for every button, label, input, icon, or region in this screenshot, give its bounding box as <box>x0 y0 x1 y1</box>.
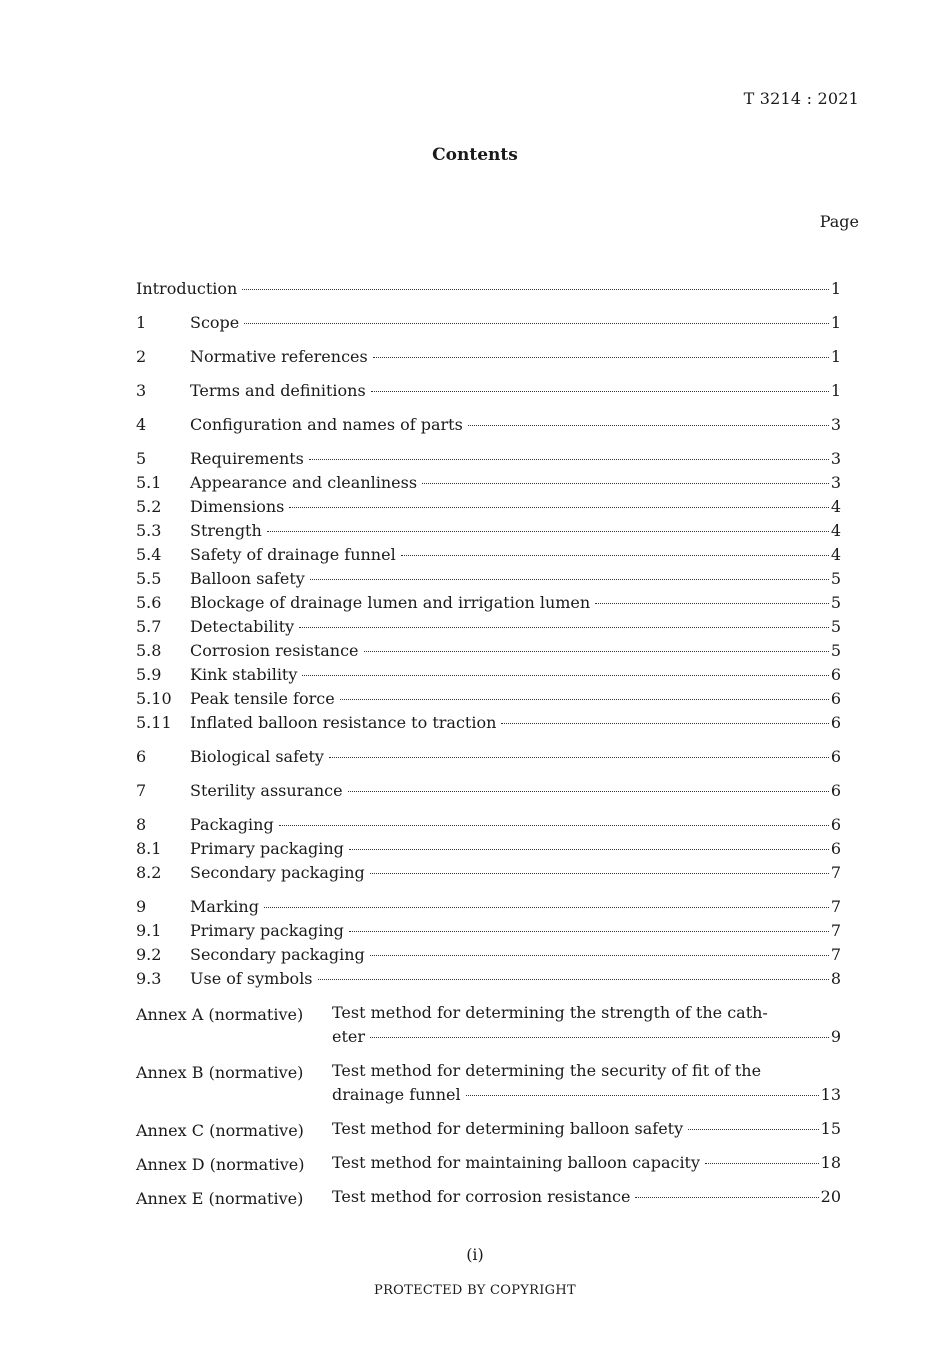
toc-group <box>136 815 841 887</box>
toc-entry-title: Introduction <box>136 279 238 298</box>
toc-entry[interactable] <box>136 641 841 665</box>
toc-group <box>136 381 841 405</box>
toc-entry-number: 9.3 <box>136 969 162 988</box>
toc-entry-page: 1 <box>830 381 841 400</box>
toc-entry-title: Secondary packaging <box>190 945 365 964</box>
dot-leader <box>244 322 829 324</box>
dot-leader <box>340 698 829 700</box>
annex-entry[interactable] <box>136 1153 841 1177</box>
toc-entry-page: 1 <box>830 347 841 366</box>
dot-leader <box>348 790 829 792</box>
annex-title: Test method for determining balloon safety <box>332 1119 684 1138</box>
toc-entry-title: Biological safety <box>190 747 324 766</box>
toc-entry-number: 5.4 <box>136 545 162 564</box>
dot-leader <box>264 906 829 908</box>
toc-entry-title: Scope <box>190 313 240 332</box>
toc-entry[interactable] <box>136 689 841 713</box>
toc-entry-title: Strength <box>190 521 262 540</box>
dot-leader <box>289 506 828 508</box>
annex-label: Annex B (normative) <box>136 1063 304 1082</box>
toc-entry-page: 6 <box>830 713 841 732</box>
toc-entry-number: 5.5 <box>136 569 162 588</box>
toc-entry[interactable] <box>136 863 841 887</box>
annex-title: Test method for corrosion resistance <box>332 1187 631 1206</box>
toc-entry-title: Secondary packaging <box>190 863 365 882</box>
copyright-notice: PROTECTED BY COPYRIGHT <box>374 1283 576 1298</box>
annex-title-line: Test method for determining the security of fit of the <box>332 1061 762 1080</box>
toc-entry-title: Terms and definitions <box>190 381 366 400</box>
dot-leader <box>422 482 829 484</box>
toc-group <box>136 897 841 993</box>
annex-entry[interactable] <box>136 1061 841 1109</box>
toc-entry-page: 3 <box>830 415 841 434</box>
toc-entry[interactable] <box>136 747 841 771</box>
toc-group <box>136 781 841 805</box>
toc-entry-number: 1 <box>136 313 147 332</box>
toc-entry[interactable] <box>136 665 841 689</box>
annex-title: eter <box>332 1027 366 1046</box>
dot-leader <box>370 1036 829 1038</box>
toc-entry-number: 5.11 <box>136 713 172 732</box>
page-title: Contents <box>432 145 518 165</box>
standard-number: T 3214 : 2021 <box>743 89 859 108</box>
annex-entry[interactable] <box>136 1187 841 1211</box>
toc-entry-number: 5.6 <box>136 593 162 612</box>
toc-entry-number: 4 <box>136 415 147 434</box>
dot-leader <box>595 602 829 604</box>
toc-entry-number: 8 <box>136 815 147 834</box>
toc-group <box>136 747 841 771</box>
dot-leader <box>279 824 829 826</box>
toc-entry-title: Requirements <box>190 449 304 468</box>
annex-label: Annex C (normative) <box>136 1121 304 1140</box>
annex-title: drainage funnel <box>332 1085 461 1104</box>
dot-leader <box>349 930 829 932</box>
toc-entry[interactable] <box>136 279 841 303</box>
toc-entry-title: Packaging <box>190 815 274 834</box>
toc-entry-title: Safety of drainage funnel <box>190 545 396 564</box>
toc-entry[interactable] <box>136 497 841 521</box>
page-column-label: Page <box>819 212 859 231</box>
toc-entry[interactable] <box>136 381 841 405</box>
toc-entry-page: 4 <box>830 521 841 540</box>
toc-entry[interactable] <box>136 617 841 641</box>
toc-entry-page: 4 <box>830 497 841 516</box>
toc-entry-title: Primary packaging <box>190 839 344 858</box>
toc-entry-number: 5.8 <box>136 641 162 660</box>
annex-label: Annex A (normative) <box>136 1005 304 1024</box>
annex-title: Test method for maintaining balloon capacity <box>332 1153 701 1172</box>
toc-entry-title: Primary packaging <box>190 921 344 940</box>
toc-group <box>136 449 841 737</box>
toc-entry-title: Corrosion resistance <box>190 641 359 660</box>
toc-entry-page: 6 <box>830 815 841 834</box>
toc-entry-title: Inflated balloon resistance to traction <box>190 713 497 732</box>
toc-entry-page: 3 <box>830 473 841 492</box>
toc-entry-page: 1 <box>830 313 841 332</box>
toc-entry-page: 1 <box>830 279 841 298</box>
dot-leader <box>299 626 829 628</box>
toc-entry-number: 6 <box>136 747 147 766</box>
toc-entry-page: 4 <box>830 545 841 564</box>
toc-entry[interactable] <box>136 945 841 969</box>
dot-leader <box>302 674 828 676</box>
toc-entry[interactable] <box>136 545 841 569</box>
toc-entry[interactable] <box>136 569 841 593</box>
dot-leader <box>635 1196 818 1198</box>
table-of-contents <box>136 279 841 1221</box>
toc-entry-page: 7 <box>830 897 841 916</box>
toc-entry-number: 5.7 <box>136 617 162 636</box>
toc-entry-number: 9.2 <box>136 945 162 964</box>
toc-group <box>136 347 841 371</box>
dot-leader <box>318 978 829 980</box>
toc-entry-title: Use of symbols <box>190 969 313 988</box>
dot-leader <box>501 722 828 724</box>
toc-entry-number: 3 <box>136 381 147 400</box>
annex-label: Annex D (normative) <box>136 1155 305 1174</box>
toc-entry-title: Peak tensile force <box>190 689 335 708</box>
toc-entry-title: Configuration and names of parts <box>190 415 463 434</box>
toc-entry[interactable] <box>136 713 841 737</box>
dot-leader <box>688 1128 819 1130</box>
dot-leader <box>371 390 829 392</box>
dot-leader <box>349 848 829 850</box>
dot-leader <box>364 650 829 652</box>
toc-entry-number: 5.9 <box>136 665 162 684</box>
toc-entry-page: 5 <box>830 641 841 660</box>
dot-leader <box>373 356 829 358</box>
annex-entry[interactable] <box>136 1003 841 1051</box>
dot-leader <box>267 530 829 532</box>
annex-entry[interactable] <box>136 1119 841 1143</box>
toc-entry[interactable] <box>136 593 841 617</box>
toc-entry[interactable] <box>136 473 841 497</box>
toc-entry-number: 5.2 <box>136 497 162 516</box>
toc-entry[interactable] <box>136 969 841 993</box>
toc-entry-title: Normative references <box>190 347 368 366</box>
toc-entry[interactable] <box>136 839 841 863</box>
toc-entry-number: 9.1 <box>136 921 162 940</box>
toc-entry-page: 7 <box>830 945 841 964</box>
toc-entry-title: Detectability <box>190 617 295 636</box>
toc-entry-page: 8 <box>830 969 841 988</box>
toc-entry-page: 7 <box>830 921 841 940</box>
page-number: (i) <box>466 1245 484 1264</box>
toc-entry-number: 2 <box>136 347 147 366</box>
toc-entry[interactable] <box>136 921 841 945</box>
toc-entry[interactable] <box>136 415 841 439</box>
toc-entry-number: 8.1 <box>136 839 162 858</box>
toc-entry-title: Appearance and cleanliness <box>190 473 418 492</box>
toc-entry-number: 5.1 <box>136 473 162 492</box>
toc-entry-page: 5 <box>830 569 841 588</box>
toc-entry[interactable] <box>136 449 841 473</box>
toc-entry[interactable] <box>136 313 841 337</box>
toc-entry-page: 6 <box>830 781 841 800</box>
toc-entry-number: 9 <box>136 897 147 916</box>
toc-entry-page: 3 <box>830 449 841 468</box>
annex-page: 13 <box>820 1085 841 1104</box>
dot-leader <box>705 1162 819 1164</box>
toc-entry-title: Blockage of drainage lumen and irrigation lumen <box>190 593 591 612</box>
toc-group <box>136 279 841 303</box>
annex-page: 15 <box>820 1119 841 1138</box>
toc-group <box>136 415 841 439</box>
toc-entry-page: 7 <box>830 863 841 882</box>
dot-leader <box>329 756 829 758</box>
annex-page: 20 <box>820 1187 841 1206</box>
annex-page: 9 <box>830 1027 841 1046</box>
toc-entry[interactable] <box>136 781 841 805</box>
toc-entry-page: 6 <box>830 839 841 858</box>
toc-entry-page: 6 <box>830 747 841 766</box>
toc-entry-title: Kink stability <box>190 665 298 684</box>
toc-entry-number: 8.2 <box>136 863 162 882</box>
toc-entry[interactable] <box>136 347 841 371</box>
dot-leader <box>310 578 829 580</box>
dot-leader <box>466 1094 819 1096</box>
dot-leader <box>401 554 829 556</box>
dot-leader <box>370 872 829 874</box>
dot-leader <box>242 288 828 290</box>
dot-leader <box>309 458 829 460</box>
toc-entry[interactable] <box>136 521 841 545</box>
toc-entry-title: Balloon safety <box>190 569 305 588</box>
toc-entry-number: 5 <box>136 449 147 468</box>
toc-entry-number: 5.10 <box>136 689 172 708</box>
annex-title-line: Test method for determining the strength of the cath- <box>332 1003 768 1022</box>
toc-entry-page: 5 <box>830 617 841 636</box>
dot-leader <box>370 954 829 956</box>
toc-entry[interactable] <box>136 815 841 839</box>
toc-entry-page: 5 <box>830 593 841 612</box>
annex-label: Annex E (normative) <box>136 1189 304 1208</box>
toc-entry-number: 5.3 <box>136 521 162 540</box>
toc-entry-number: 7 <box>136 781 147 800</box>
dot-leader <box>468 424 829 426</box>
toc-group <box>136 313 841 337</box>
toc-entry-page: 6 <box>830 689 841 708</box>
toc-entry-title: Dimensions <box>190 497 285 516</box>
toc-entry-page: 6 <box>830 665 841 684</box>
toc-entry-title: Marking <box>190 897 259 916</box>
toc-entry[interactable] <box>136 897 841 921</box>
toc-entry-title: Sterility assurance <box>190 781 343 800</box>
annex-page: 18 <box>820 1153 841 1172</box>
